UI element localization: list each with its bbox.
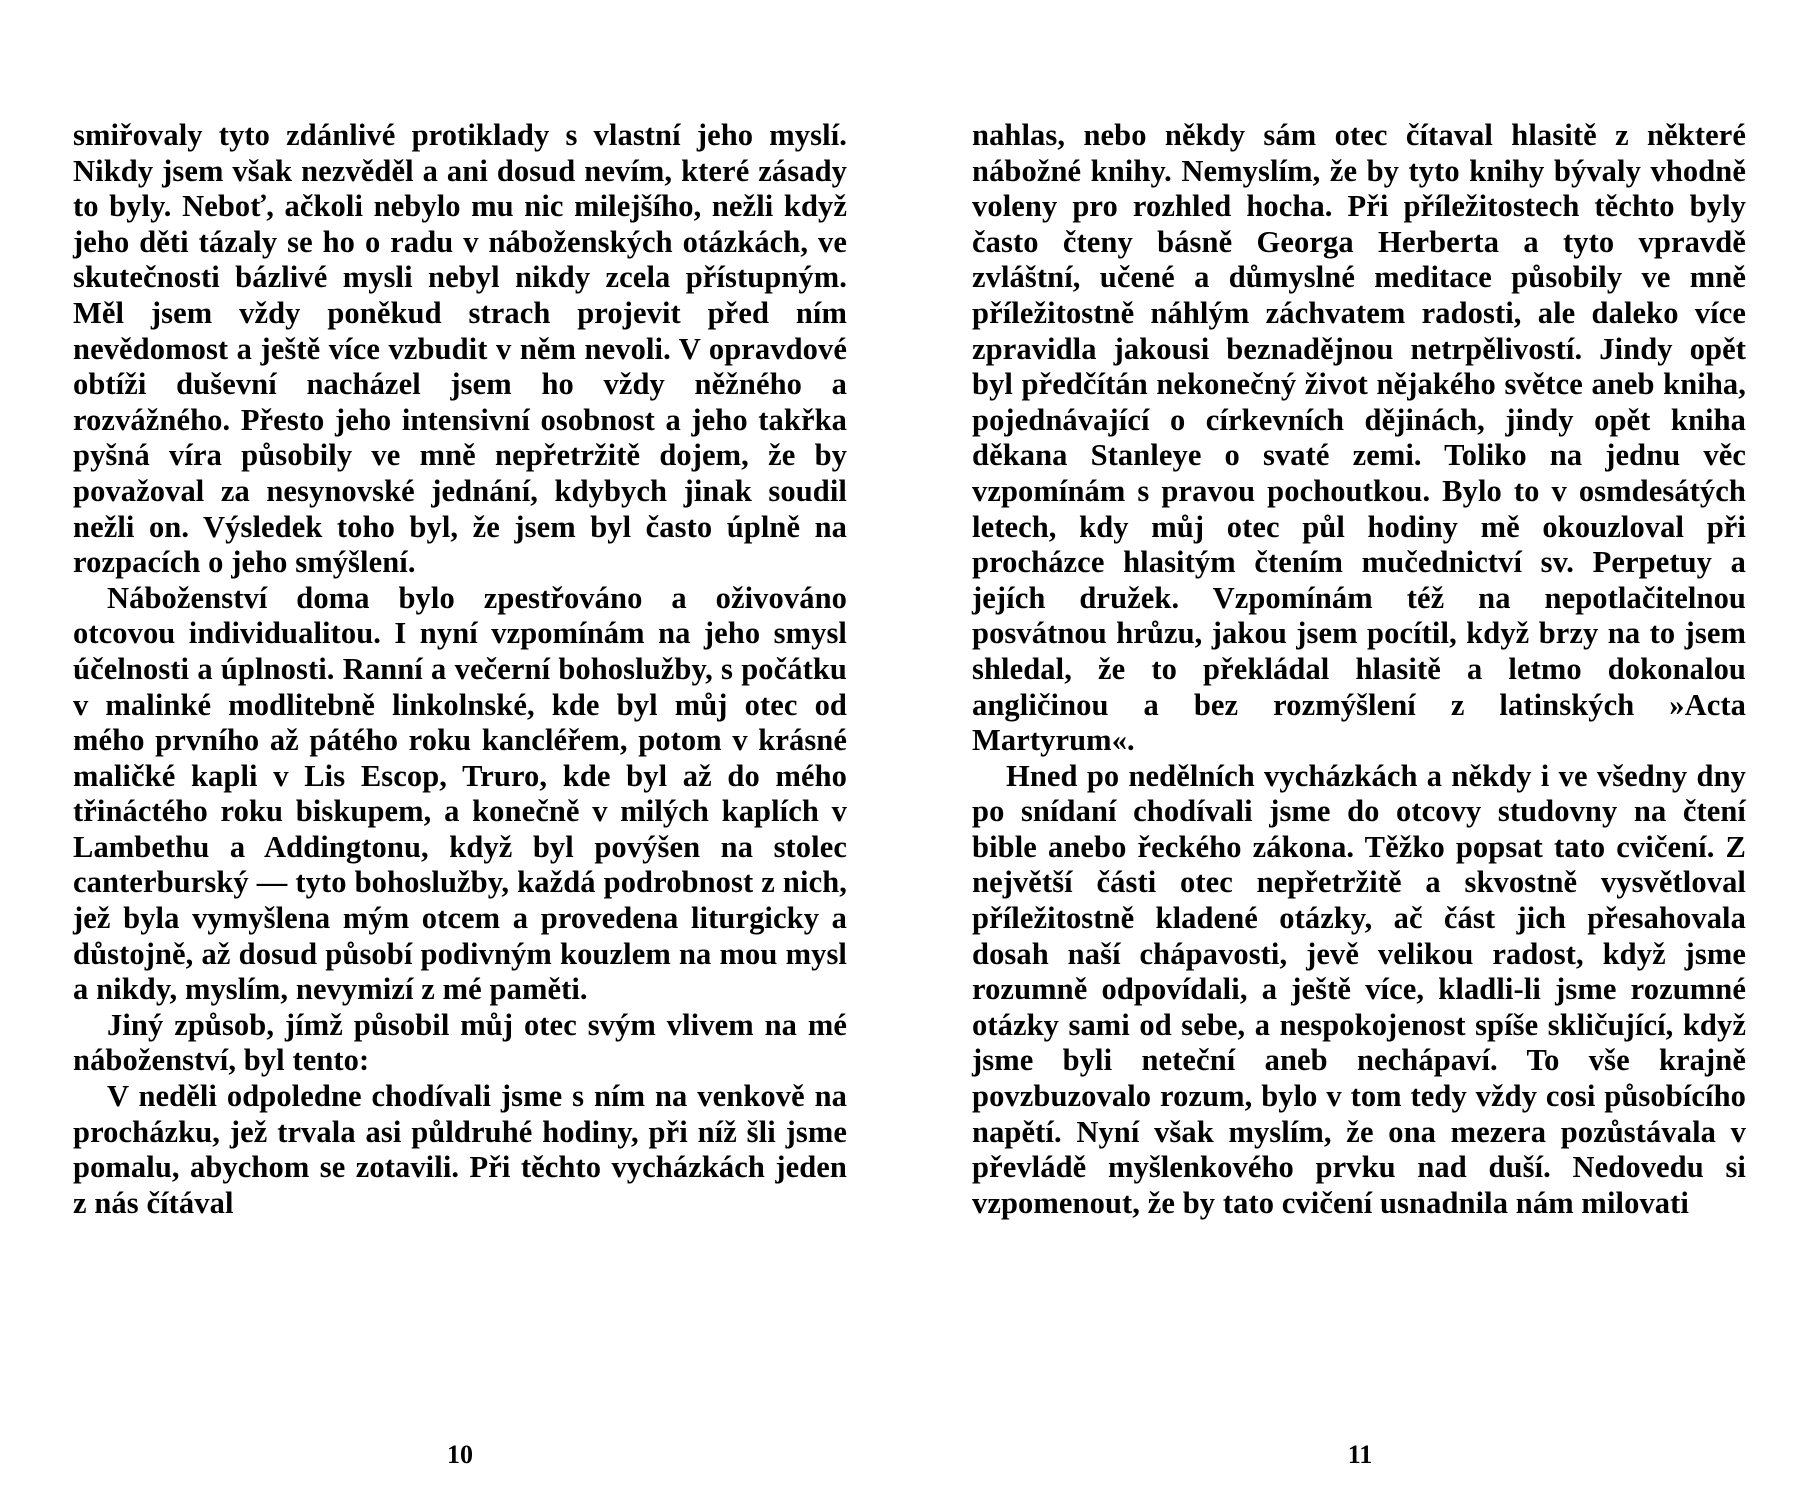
paragraph: nahlas, nebo někdy sám otec čítaval hlasitě z některé nábožné knihy. Nemyslím, že by tyto knihy bývaly vhodně voleny pro rozhled hocha. Při příležitostech těchto byly často čteny básně Georga Herberta a tyto vpravdě zvláštní, učené a důmyslné meditace působily ve mně příležitostně náhlým záchvatem radosti, ale daleko více zpravidla jakousi beznadějnou netrpělivostí. Jindy opět byl předčítán nekonečný život nějakého světce aneb kniha, pojednávající o církevních dějinách, jindy opět kniha děkana Stanleye o svaté zemi. Toliko na jednu věc vzpomínám s pravou pochoutkou. Bylo to v osmdesátých letech, kdy můj otec půl hodiny mě okouzloval při procházce hlasitým čtením mučednictví sv. Perpetuy a jejích družek. Vzpomínám též na nepotlačitelnou posvátnou hrůzu, jakou jsem pocítil, když brzy na to jsem shledal, že to překládal hlasitě a letmo dokonalou angličinou a bez rozmýšlení z latinských »Acta Martyrum«. xyxy=(972,118,1746,758)
page-number-right: 11 xyxy=(1347,1440,1373,1469)
paragraph: V neděli odpoledne chodívali jsme s ním na venkově na procházku, jež trvala asi půldruhé hodiny, při níž šli jsme pomalu, abychom se zotavili. Při těchto vycházkách jeden z nás čítával xyxy=(73,1079,847,1220)
left-page-text xyxy=(73,118,847,1221)
right-page xyxy=(972,118,1746,1221)
paragraph: Náboženství doma bylo zpestřováno a oživováno otcovou individualitou. I nyní vzpomínám na jeho smysl účelnosti a úplnosti. Ranní a večerní bohoslužby, s počátku v malinké modlitebně linkolnské, kde byl můj otec od mého prvního až pátého roku kancléřem, potom v krásné maličké kapli v Lis Escop, Truro, kde byl až do mého třináctého roku biskupem, a konečně v milých kaplích v Lambethu a Addingtonu, když byl povýšen na stolec canterburský — tyto bohoslužby, každá podrobnost z nich, jež byla vymyšlena mým otcem a provedena liturgicky a důstojně, až dosud působí podivným kouzlem na mou mysl a nikdy, myslím, nevymizí z mé paměti. xyxy=(73,580,847,1007)
paragraph: smiřovaly tyto zdánlivé protiklady s vlastní jeho myslí. Nikdy jsem však nezvěděl a ani dosud nevím, které zásady to byly. Neboť, ačkoli nebylo mu nic milejšího, nežli když jeho děti tázaly se ho o radu v náboženských otázkách, ve skutečnosti bázlivé mysli nebyl nikdy zcela přístupným. Měl jsem vždy poněkud strach projevit před ním nevědomost a ještě více vzbudit v něm nevoli. V opravdové obtíži duševní nacházel jsem ho vždy něžného a rozvážného. Přesto jeho intensivní osobnost a jeho takřka pyšná víra působily ve mně nepřetržitě dojem, že by považoval za nesynovské jednání, kdybych jinak soudil nežli on. Výsledek toho byl, že jsem byl často úplně na rozpacích o jeho smýšlení. xyxy=(73,118,847,580)
paragraph: Hned po nedělních vycházkách a někdy i ve všedny dny po snídaní chodívali jsme do otcovy studovny na čtení bible anebo řeckého zákona. Těžko popsat tato cvičení. Z největší části otec nepřetržitě a skvostně vysvětloval příležitostně kladené otázky, ač část jich přesahovala dosah naší chápavosti, jevě velikou radost, když jsme rozumně odpovídali, a ještě více, kladli-li jsme rozumné otázky sami od sebe, a nespokojenost spíše skličující, když jsme byli neteční aneb nechápaví. To vše krajně povzbuzovalo rozum, bylo v tom tedy vždy cosi působícího napětí. Nyní však myslím, že ona mezera pozůstávala v převládě myšlenkového prvku nad duší. Nedovedu si vzpomenout, že by tato cvičení usnadnila nám milovati xyxy=(972,758,1746,1220)
paragraph: Jiný způsob, jímž působil můj otec svým vlivem na mé náboženství, byl tento: xyxy=(73,1007,847,1078)
left-page xyxy=(73,118,847,1221)
page-number-left: 10 xyxy=(447,1440,473,1469)
right-page-text xyxy=(972,118,1746,1221)
